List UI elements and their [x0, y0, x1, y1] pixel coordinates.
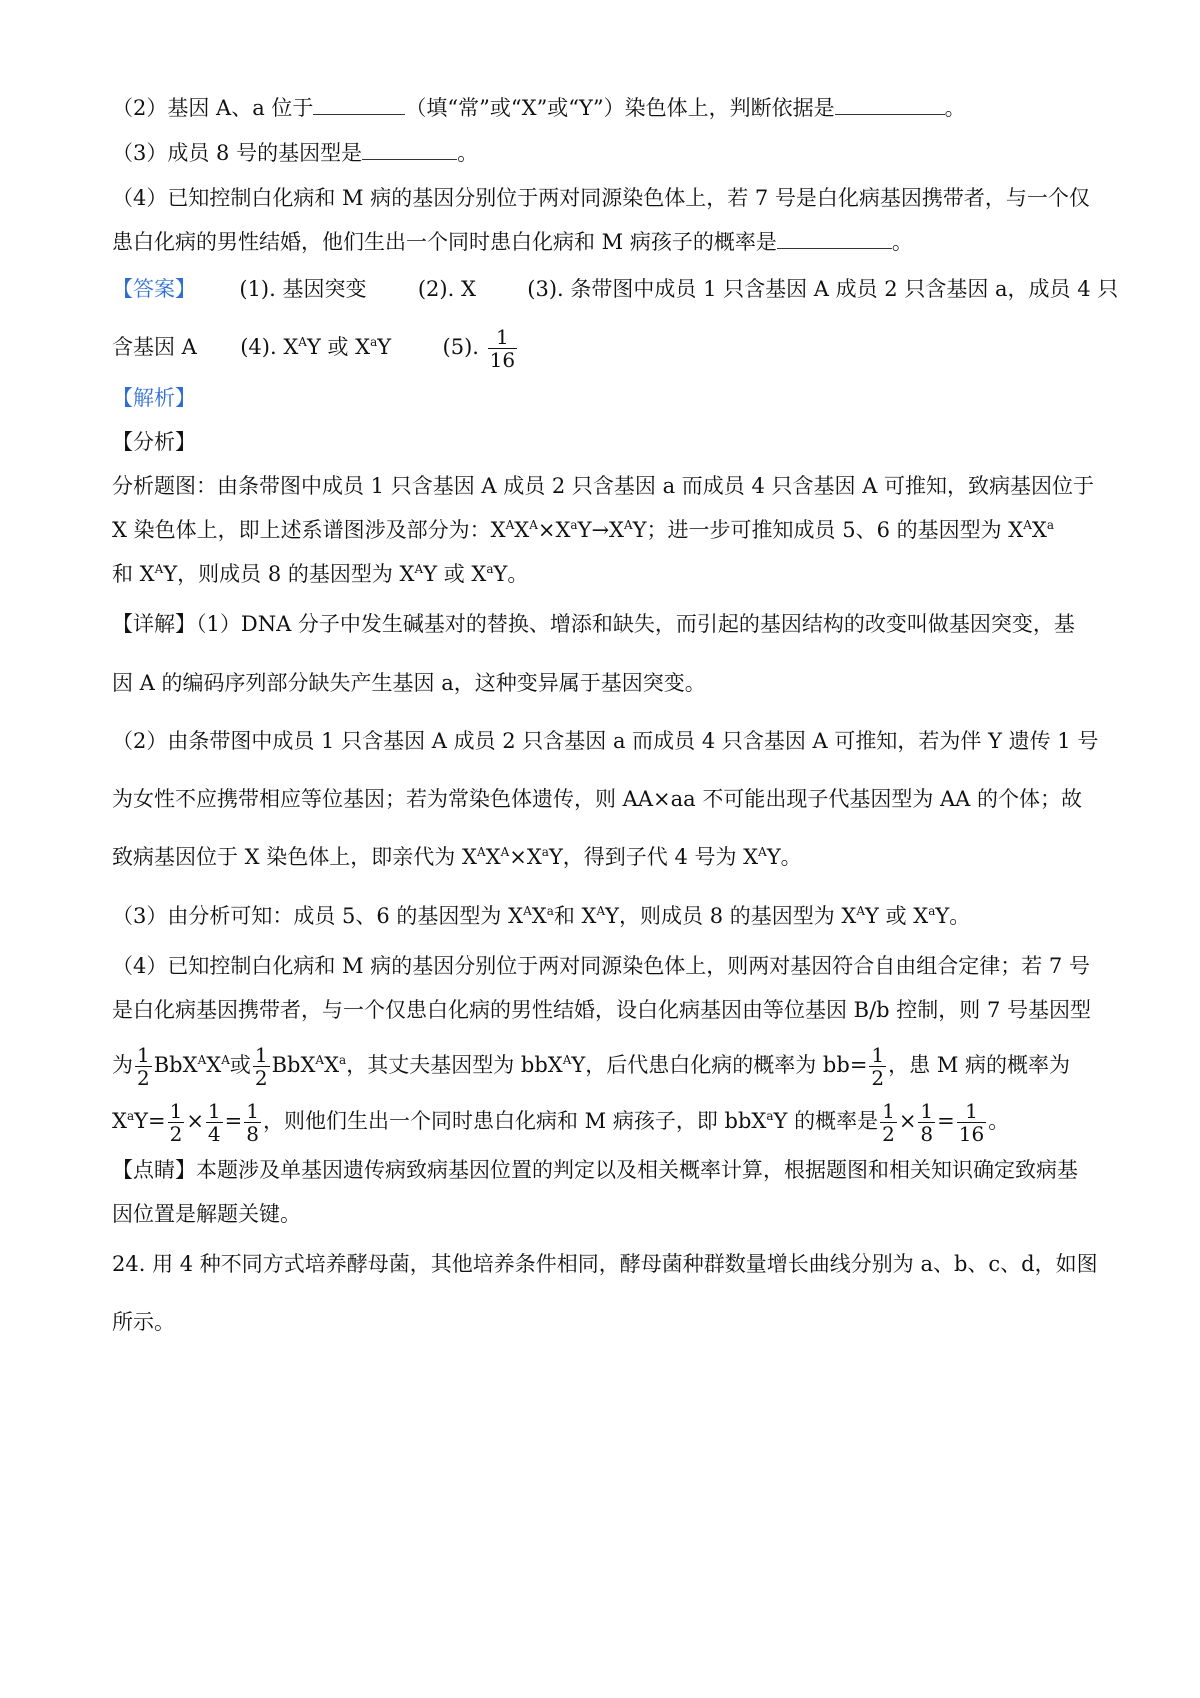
question-24-line-1: 24. 用 4 种不同方式培养酵母菌，其他培养条件相同，酵母菌种群数量增长曲线分别为 a、b、c、d，如图	[112, 1252, 1098, 1276]
jiexi-tag: 【解析】	[112, 386, 196, 410]
fenxi-line-1: 分析题图：由条带图中成员 1 只含基因 A 成员 2 只含基因 a 而成员 4 只含基因 A 可推知，致病基因位于	[112, 474, 1095, 498]
xiangjie-p4-line-4: $X^aY=$ $\frac{1}{2}$ × $\frac{1}{4}$ = $\frac{1}{8}$ ，则他们生出一个同时患白化病和 M 病孩子，即 bbX$^a$Y 的概率是 $\frac{1}{2}$ × $\frac{1}{8}$ = $\frac{1}{16}$ 。	[112, 1099, 1010, 1146]
xiangjie-p1-line-2: 因 A 的编码序列部分缺失产生基因 a，这种变异属于基因突变。	[112, 671, 706, 695]
q3-end: 。	[457, 141, 479, 165]
xiangjie-p4-line-2: 是白化病基因携带者，与一个仅患白化病的男性结婚，设白化病基因由等位基因 B/b 控制，则 7 号基因型	[112, 998, 1092, 1022]
xiangjie-p4-line-3: 为 $\frac{1}{2}$ $BbX^AX^A$或 $\frac{1}{2}$ $BbX^AX^a$，其丈夫基因型为 bbX$^A$Y，后代患白化病的概率为 bb= $\frac{1}{2}$ ，患 M 病的概率为	[112, 1043, 1071, 1090]
fenxi-line-3: 和 $X^AY$，则成员 8 的基因型为 $X^AY$ 或 $X^aY$。	[112, 562, 529, 586]
answer-line-1	[112, 275, 1119, 303]
answer-blank	[362, 141, 457, 160]
q2-end: 。	[944, 96, 966, 120]
xiangjie-p2-line-1: （2）由条带图中成员 1 只含基因 A 成员 2 只含基因 a 而成员 4 只含基因 A 可推知，若为伴 Y 遗传 1 号	[112, 729, 1099, 753]
question-24-line-2: 所示。	[112, 1310, 175, 1334]
xiangjie-p1-line-1: 【详解】（1）DNA 分子中发生碱基对的替换、增添和缺失，而引起的基因结构的改变叫做基因突变，基	[112, 612, 1075, 636]
xiangjie-p2-line-3: 致病基因位于 X 染色体上，即亲代为 $X^AX^A\times X^aY$，得到子代 4 号为 $X^AY$。	[112, 845, 802, 869]
q4-end: 。	[891, 230, 913, 254]
answer-2: (2). X	[417, 277, 476, 301]
answer-blank	[835, 96, 945, 115]
fenxi-line-2: X 染色体上，即上述系谱图涉及部分为：$X^AX^A\times X^aY\to X^AY$；进一步可推知成员 5、6 的基因型为 $X^AX^a$	[112, 518, 1055, 542]
answer-5-label: (5).	[442, 335, 479, 359]
answer-4: (4). $X^AY$ 或 $X^aY$	[240, 335, 392, 359]
question-4-line-2	[112, 228, 1102, 256]
answer-5-fraction: $\frac{1}{16}$	[489, 325, 516, 372]
answer-blank	[313, 96, 405, 115]
q2-text-a: （2）基因 A、a 位于	[112, 96, 314, 120]
fenxi-tag: 【分析】	[112, 430, 196, 454]
q4-text: 患白化病的男性结婚，他们生出一个同时患白化病和 M 病孩子的概率是	[112, 230, 777, 254]
answer-line-2	[112, 325, 1102, 375]
answer-3: (3). 条带图中成员 1 只含基因 A 成员 2 只含基因 a，成员 4 只	[527, 277, 1119, 301]
answer-tag: 【答案】	[112, 277, 196, 301]
xiangjie-p2-line-2: 为女性不应携带相应等位基因；若为常染色体遗传，则 AA×aa 不可能出现子代基因型为 AA 的个体；故	[112, 787, 1082, 811]
answer-3-cont: 含基因 A	[112, 335, 197, 359]
dianjing-line-2: 因位置是解题关键。	[112, 1202, 301, 1226]
xiangjie-p3: （3）由分析可知：成员 5、6 的基因型为 $X^AX^a$和 $X^AY$，则成员 8 的基因型为 $X^AY$ 或 $X^aY$。	[112, 904, 971, 928]
q2-text-b: （填“常”或“X”或“Y”）染色体上，判断依据是	[405, 96, 835, 120]
q3-text: （3）成员 8 号的基因型是	[112, 141, 363, 165]
question-2	[112, 94, 1102, 122]
question-4-line-1: （4）已知控制白化病和 M 病的基因分别位于两对同源染色体上，若 7 号是白化病基因携带者，与一个仅	[112, 186, 1090, 210]
xiangjie-p4-line-1: （4）已知控制白化病和 M 病的基因分别位于两对同源染色体上，则两对基因符合自由组合定律；若 7 号	[112, 954, 1090, 978]
answer-blank	[777, 230, 892, 249]
dianjing-line-1: 【点睛】本题涉及单基因遗传病致病基因位置的判定以及相关概率计算，根据题图和相关知识确定致病基	[112, 1158, 1078, 1182]
question-3	[112, 139, 1102, 167]
answer-1: (1). 基因突变	[239, 277, 367, 301]
